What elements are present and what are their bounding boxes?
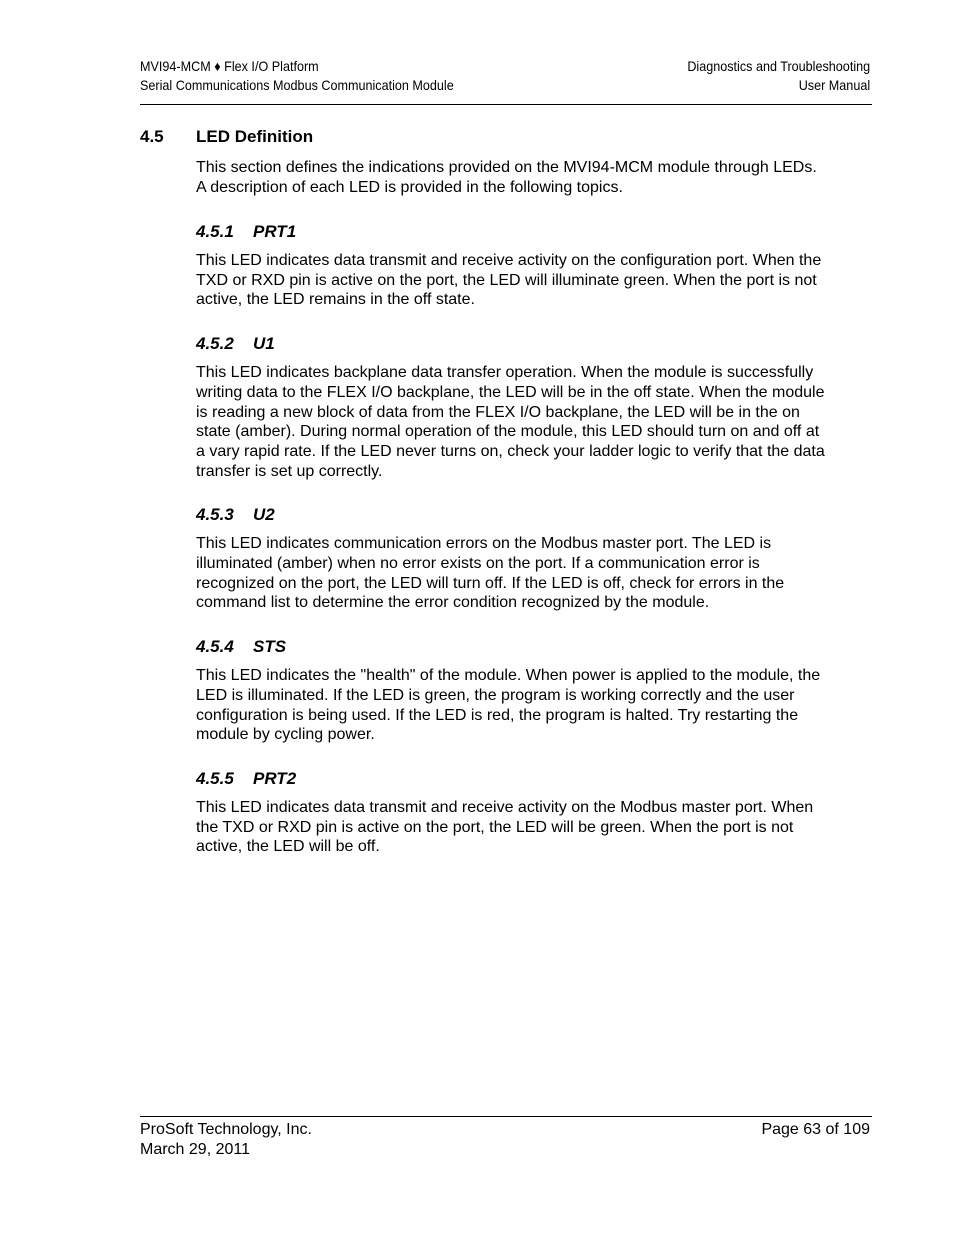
- footer-left: [140, 1120, 312, 1159]
- section-intro: This section defines the indications provided on the MVI94-MCM module through LEDs. A description of each LED is provided in the following topics.: [196, 159, 817, 196]
- subsection-number: 4.5.4: [196, 637, 234, 657]
- subsection-body: This LED indicates the "health" of the module. When power is applied to the module, the LED is illuminated. If the LED is green, the program is working correctly and the user configuration is being used. If the LED is red, the program is halted. Try restarting the module by cycling power.: [196, 667, 821, 744]
- subsections: [196, 221, 828, 880]
- subsection-heading: [196, 333, 828, 354]
- subsection-prt1: [196, 221, 828, 310]
- page-number: Page 63 of 109: [761, 1121, 870, 1138]
- subsection-prt2: [196, 768, 828, 857]
- header-right: [687, 57, 870, 95]
- subsection-title: U1: [253, 334, 275, 354]
- subsection-number: 4.5.3: [196, 505, 234, 525]
- header-manual: User Manual: [798, 77, 870, 93]
- subsection-number: 4.5.5: [196, 768, 234, 788]
- footer-right: [761, 1120, 870, 1140]
- subsection-heading: [196, 768, 828, 789]
- subsection-heading: [196, 636, 828, 657]
- subsection-heading: [196, 221, 828, 242]
- subsection-body: This LED indicates data transmit and receive activity on the Modbus master port. When the TXD or RXD pin is active on the port, the LED will be green. When the port is not active, the LED will be off.: [196, 798, 814, 856]
- section-heading: [140, 126, 313, 147]
- section-number: 4.5: [140, 127, 164, 146]
- header-divider: [140, 104, 872, 105]
- subsection-body: This LED indicates communication errors on the Modbus master port. The LED is illuminated (amber) when no error exists on the port. If a communication error is recognized on the port, the LED will turn off. If the LED is off, check for errors in the command list to determine the error condition recognized by the module.: [196, 535, 785, 612]
- subsection-body: This LED indicates data transmit and receive activity on the configuration port. When the TXD or RXD pin is active on the port, the LED will illuminate green. When the port is not active, the LED remains in the off state.: [196, 252, 822, 309]
- subsection-heading: [196, 504, 828, 525]
- subsection-title: U2: [253, 505, 275, 525]
- subsection-title: PRT2: [253, 768, 297, 788]
- subsection-u2: [196, 504, 828, 613]
- header-chapter: Diagnostics and Troubleshooting: [687, 58, 870, 74]
- subsection-number: 4.5.1: [196, 222, 234, 241]
- header-product: MVI94-MCM ♦ Flex I/O Platform: [140, 58, 319, 74]
- footer-divider: [140, 1116, 872, 1117]
- header-left: [140, 57, 454, 95]
- subsection-number: 4.5.2: [196, 334, 234, 354]
- subsection-title: PRT1: [253, 222, 297, 241]
- subsection-title: STS: [253, 637, 287, 657]
- footer-company: ProSoft Technology, Inc.: [140, 1121, 312, 1138]
- footer-date: March 29, 2011: [140, 1140, 250, 1158]
- subsection-sts: [196, 636, 828, 745]
- subsection-body: This LED indicates backplane data transfer operation. When the module is successfully writing data to the FLEX I/O backplane, the LED will be in the off state. When the module is reading a new block of data from the FLEX I/O backplane, the LED will be in the on state (amber). During normal operation of the module, this LED should turn on and off at a vary rapid rate. If the LED never turns on, check your ladder logic to verify that the data transfer is set up correctly.: [196, 364, 825, 480]
- section-title: LED Definition: [196, 127, 314, 146]
- header-module: Serial Communications Modbus Communication Module: [140, 77, 454, 93]
- subsection-u1: [196, 333, 828, 481]
